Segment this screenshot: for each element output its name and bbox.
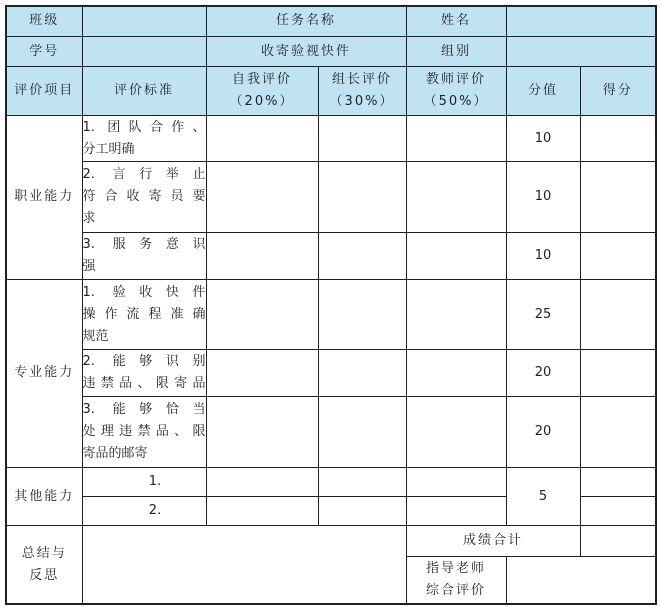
teacher-score-cell[interactable] <box>406 233 506 280</box>
teacher-score-cell[interactable] <box>406 397 506 468</box>
teacher-score-cell[interactable] <box>406 115 506 162</box>
score-cell[interactable] <box>580 497 656 526</box>
score-cell[interactable] <box>580 162 656 233</box>
self-score-cell[interactable] <box>206 279 318 350</box>
score-cell[interactable] <box>580 350 656 397</box>
total-score-value[interactable] <box>580 526 656 556</box>
criteria-text: 1. 验收快件 操作流程准确 规范 <box>82 279 206 350</box>
class-label: 班级 <box>6 6 82 36</box>
self-score-cell[interactable] <box>206 162 318 233</box>
score-cell[interactable] <box>580 467 656 496</box>
table-row <box>6 233 656 280</box>
leader-score-cell[interactable] <box>318 233 406 280</box>
section-other: 其他能力 <box>6 467 82 526</box>
self-eval-header: 自我评价 （20%） <box>206 67 318 116</box>
group-value[interactable] <box>506 36 656 66</box>
leader-score-cell[interactable] <box>318 397 406 468</box>
leader-score-cell[interactable] <box>318 115 406 162</box>
self-score-cell[interactable] <box>206 497 318 526</box>
table-row <box>6 467 656 496</box>
class-value[interactable] <box>82 6 206 36</box>
self-score-cell[interactable] <box>206 350 318 397</box>
section-professional: 专业能力 <box>6 279 82 467</box>
evaluation-table <box>5 5 657 605</box>
name-value[interactable] <box>506 6 656 36</box>
criteria-text: 2. 言行举止 符合收寄员要 求 <box>82 162 206 233</box>
name-label: 姓名 <box>406 6 506 36</box>
table-row <box>6 279 656 350</box>
item-label: 评价项目 <box>6 67 82 116</box>
points-value: 10 <box>506 162 580 233</box>
total-score-label: 成绩合计 <box>406 526 580 556</box>
teacher-eval-header: 教师评价 （50%） <box>406 67 506 116</box>
section-vocational: 职业能力 <box>6 115 82 279</box>
points-value: 25 <box>506 279 580 350</box>
teacher-score-cell[interactable] <box>406 350 506 397</box>
table-row <box>6 350 656 397</box>
self-score-cell[interactable] <box>206 115 318 162</box>
leader-score-cell[interactable] <box>318 497 406 526</box>
criteria-text: 3. 服务意识 强 <box>82 233 206 280</box>
leader-score-cell[interactable] <box>318 350 406 397</box>
score-label: 得分 <box>580 67 656 116</box>
other-item-2: 2. <box>82 497 206 526</box>
points-value: 10 <box>506 233 580 280</box>
leader-score-cell[interactable] <box>318 162 406 233</box>
header-row-2 <box>6 36 656 66</box>
teacher-comment-value[interactable] <box>506 556 656 604</box>
teacher-score-cell[interactable] <box>406 497 506 526</box>
summary-row-1 <box>6 526 656 556</box>
points-value: 20 <box>506 350 580 397</box>
teacher-score-cell[interactable] <box>406 162 506 233</box>
leader-score-cell[interactable] <box>318 279 406 350</box>
other-item-1: 1. <box>82 467 206 496</box>
points-value: 10 <box>506 115 580 162</box>
self-score-cell[interactable] <box>206 467 318 496</box>
score-cell[interactable] <box>580 397 656 468</box>
points-value: 5 <box>506 467 580 526</box>
teacher-comment-label: 指导老师 综合评价 <box>406 556 506 604</box>
self-score-cell[interactable] <box>206 233 318 280</box>
score-cell[interactable] <box>580 279 656 350</box>
criteria-label: 评价标准 <box>82 67 206 116</box>
score-cell[interactable] <box>580 115 656 162</box>
criteria-text: 3. 能够恰当 处理违禁品、限 寄品的邮寄 <box>82 397 206 468</box>
leader-score-cell[interactable] <box>318 467 406 496</box>
summary-label: 总结与 反思 <box>6 526 82 604</box>
points-label: 分值 <box>506 67 580 116</box>
task-name-label: 任务名称 <box>206 6 406 36</box>
group-label: 组别 <box>406 36 506 66</box>
criteria-text: 2. 能够识别 违禁品、限寄品 <box>82 350 206 397</box>
table-row <box>6 397 656 468</box>
teacher-score-cell[interactable] <box>406 279 506 350</box>
header-row-3 <box>6 67 656 116</box>
leader-eval-header: 组长评价 （30%） <box>318 67 406 116</box>
score-cell[interactable] <box>580 233 656 280</box>
criteria-text: 1. 团队合作、 分工明确 <box>82 115 206 162</box>
summary-text-area[interactable] <box>82 526 406 604</box>
header-row-1 <box>6 6 656 36</box>
table-row <box>6 115 656 162</box>
teacher-score-cell[interactable] <box>406 467 506 496</box>
table-row <box>6 162 656 233</box>
student-id-value[interactable] <box>82 36 206 66</box>
points-value: 20 <box>506 397 580 468</box>
self-score-cell[interactable] <box>206 397 318 468</box>
task-name-value: 收寄验视快件 <box>206 36 406 66</box>
student-id-label: 学号 <box>6 36 82 66</box>
